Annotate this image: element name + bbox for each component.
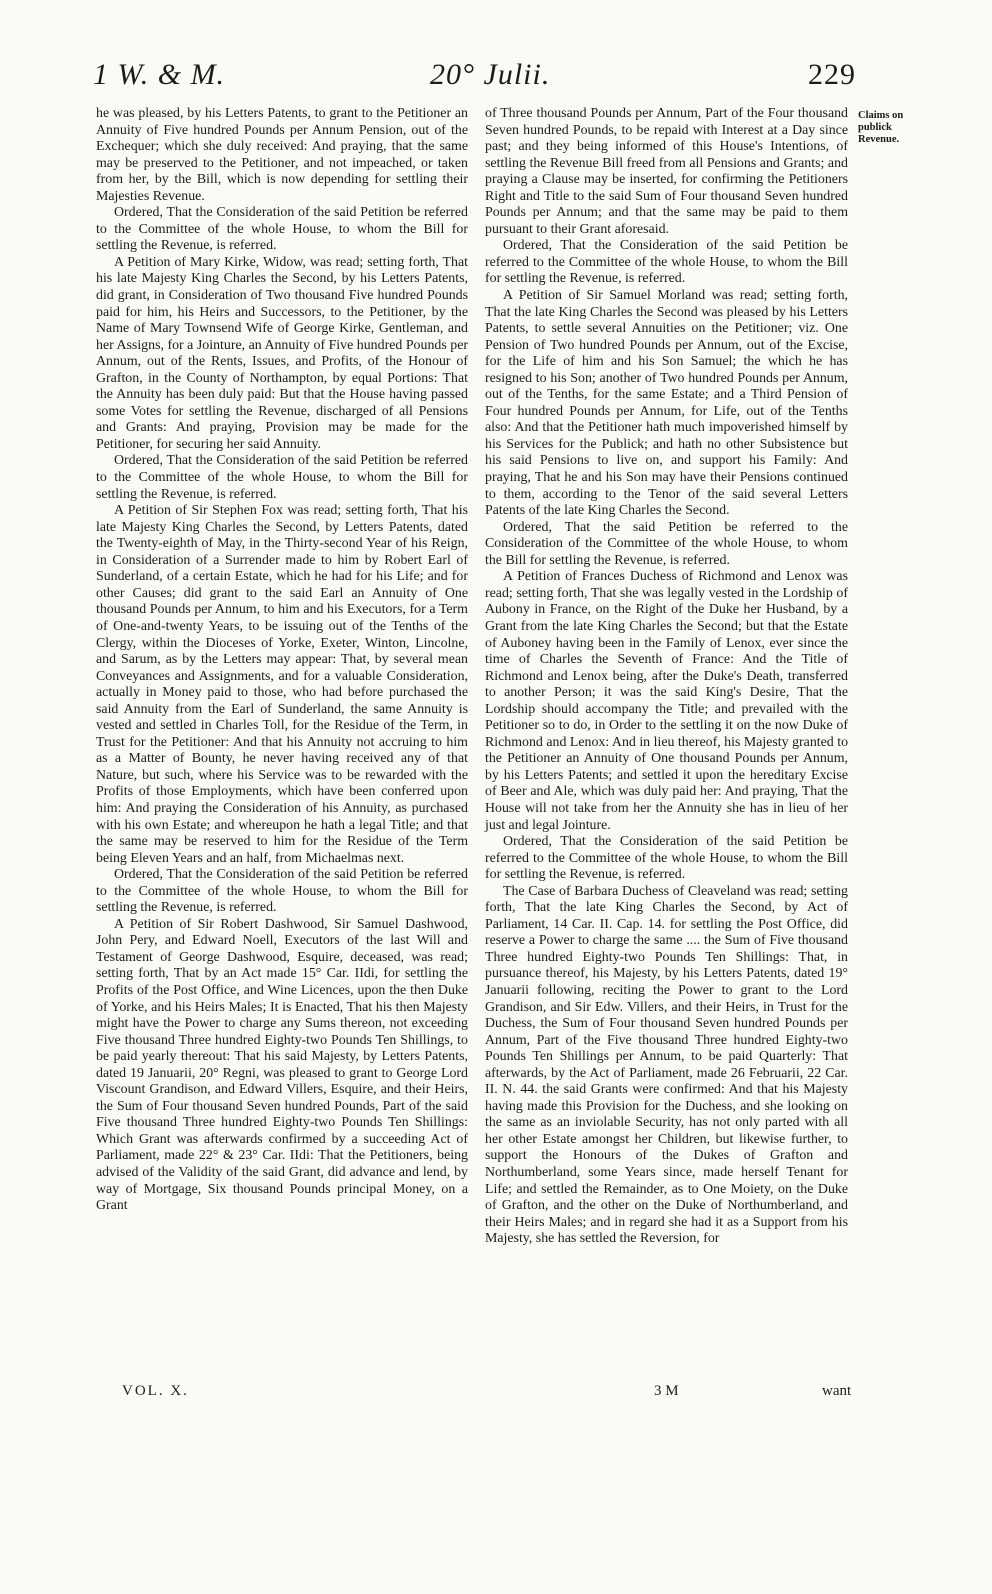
- paragraph: A Petition of Sir Samuel Morland was read; setting forth, That the late King Charles the Second was pleased by his Letters Patents, to settle several Annuities on the Petitioner; viz. One Pension of Two hundred Pounds per Annum, out of the Excise, for the Life of him and his Son Samuel; the which he has resigned to his Son; another of Two hundred Pounds per Annum, out of the Tenths, for the same Estate; and a Third Pension of Four hundred Pounds per Annum, for Life, out of the Tenths also: And that the Petitioner hath much impoverished himself by his Services for the Publick; and hath no other Subsistence but his said Pensions to live on, and support his Family: And praying, That he and his Son may have their Pensions continued to them, according to the Tenor of the said several Letters Patents of the late King Charles the Second.: [485, 288, 848, 519]
- paragraph: The Case of Barbara Duchess of Cleaveland was read; setting forth, That the late King Charles the Second, by Act of Parliament, 14 Car. II. Cap. 14. for settling the Post Office, did reserve a Power to charge the same .... the Sum of Five thousand Three hundred Eighty-two Pounds Ten Shillings: That, in pursuance thereof, his Majesty, by his Letters Patents, dated 19° Januarii following, reciting the Power to grant to the Lord Grandison, and Sir Edw. Villers, and their Heirs, in Trust for the Duchess, the Sum of Four thousand Seven hundred Pounds per Annum, Part of the Five thousand Three hundred Eighty-two Pounds Ten Shillings per Annum, to be paid Quarterly: That afterwards, by the Act of Parliament, made 26 Februarii, 22 Car. II. N. 44. the said Grants were confirmed: And that his Majesty having made this Provision for the Duchess, and she looking on the same as an inviolable Security, has not only parted with all her other Estate amongst her Children, but likewise further, to support the Honours of the Dukes of Grafton and Northumberland, some Years since, made herself Tenant for Life; and settled the Remainder, as to One Moiety, on the Duke of Grafton, and the other on the Duke of Northumberland, and their Heirs Males; and in regard she had it as a Support from his Majesty, she has settled the Reversion, for: [485, 883, 848, 1247]
- catchword: want: [822, 1383, 852, 1399]
- volume-label: VOL. X.: [122, 1383, 189, 1399]
- right-column: [485, 106, 848, 1248]
- paragraph: Ordered, That the Consideration of the said Petition be referred to the Committee of the whole House, to whom the Bill for settling the Revenue, is referred.: [485, 834, 848, 883]
- paragraph: Ordered, That the Consideration of the said Petition be referred to the Committee of the whole House, to whom the Bill for settling the Revenue, is referred.: [485, 238, 848, 287]
- paragraph: he was pleased, by his Letters Patents, to grant to the Petitioner an Annuity of Five hundred Pounds per Annum Pension, out of the Exchequer; which she duly received: And praying, that the same may be preserved to the Petitioner, and not impeached, or taken from her, by the Bill, which is now depending for settling their Majesties Revenue.: [96, 106, 468, 204]
- paragraph: Ordered, That the Consideration of the said Petition be referred to the Committee of the whole House, to whom the Bill for settling the Revenue, is referred.: [96, 205, 468, 254]
- ink-speck: ·: [503, 1497, 505, 1503]
- paragraph: Ordered, That the Consideration of the said Petition be referred to the Committee of the whole House, to whom the Bill for settling the Revenue, is referred.: [96, 453, 468, 502]
- paragraph: A Petition of Sir Stephen Fox was read; setting forth, That his late Majesty King Charles the Second, by Letters Patents, dated the Twenty-eighth of May, in the Thirty-second Year of his Reign, in Consideration of a Surrender made to him by Robert Earl of Sunderland, of a certain Estate, which he had for his Life; and for other Causes; did grant to the said Earl an Annuity of One thousand Pounds per Annum, to him and his Executors, for a Term of One-and-twenty Years, to be issuing out of the Tenths of the Clergy, within the Dioceses of Yorke, Exeter, Winton, Lincolne, and Sarum, as by the Letters may appear: That, by several mean Conveyances and Assignments, and for a valuable Consideration, actually in Money paid to those, who had before purchased the said Annuity from the Earl of Sunderland, the same Annuity is vested and settled in Charles Toll, for the Residue of the Term, in Trust for the Petitioner: And that his Annuity not accruing to him as a Matter of Bounty, he never having received any of that Nature, but such, where his Service was to be rewarded with the Profits of those Employments, which have been conferred upon him: And praying the Consideration of his Annuity, as purchased with his own Estate; and whereupon he hath a legal Title; and that the same may be reserved to him for the Residue of the Term being Eleven Years and an half, from Michaelmas next.: [96, 503, 468, 866]
- paragraph: A Petition of Sir Robert Dashwood, Sir Samuel Dashwood, John Pery, and Edward Noell, Executors of the last Will and Testament of George Dashwood, Esquire, deceased, was read; setting forth, That by an Act made 15° Car. IIdi, for settling the Profits of the Post Office, and Wine Licences, upon the then Duke of Yorke, and his Heirs Males; It is Enacted, That his then Majesty might have the Power to charge any Sums thereon, not exceeding Five thousand Three hundred Eighty-two Pounds Ten Shillings, to be paid yearly thereout: That his said Majesty, by Letters Patents, dated 19 Januarii, 20° Regni, was pleased to grant to George Lord Viscount Grandison, and Edward Villers, Esquire, and their Heirs, the Sum of Four thousand Seven hundred Pounds, Part of the said Five thousand Three hundred Eighty-two Pounds Ten Shillings: Which Grant was afterwards confirmed by a succeeding Act of Parliament, made 22° & 23° Car. IIdi: That the Petitioners, being advised of the Validity of the said Grant, did advance and lend, by way of Mortgage, Six thousand Pounds principal Money, on a Grant: [96, 916, 468, 1214]
- running-head-date: 20° Julii.: [430, 58, 551, 91]
- margin-note-line: publick: [858, 122, 892, 133]
- paragraph: A Petition of Mary Kirke, Widow, was read; setting forth, That his late Majesty King Charles the Second, by his Letters Patents, did grant, in Consideration of Two thousand Five hundred Pounds paid for him, his Heirs and Successors, to the Petitioner, by the Name of Mary Townsend Wife of George Kirke, Gentleman, and her Assigns, for a Jointure, an Annuity of Five hundred Pounds per Annum, out of the Rents, Issues, and Profits, of the Honour of Grafton, in the County of Northampton, by equal Portions: That the Annuity has been duly paid: But that the House having passed some Votes for settling the Revenue, discharged of all Pensions and Grants: And praying, Provision may be made for the Petitioner, for securing her said Annuity.: [96, 254, 468, 452]
- left-column: [96, 106, 468, 1215]
- margin-note-line: Revenue.: [858, 134, 900, 145]
- margin-note: [858, 110, 918, 146]
- paragraph: A Petition of Frances Duchess of Richmond and Lenox was read; setting forth, That she was legally vested in the Lordship of Aubony in France, on the Right of the Duke her Husband, by a Grant from the late King Charles the Second; but that the Estate of Auboney having been in the Family of Lenox, ever since the time of Charles the Seventh of France: And the Title of Richmond and Lenox being, after the Duke's Death, transferred to another Person; it was the said King's Desire, That the Lordship should accompany the Title; and prevailed with the Petitioner so to do, in Order to the settling it on the now Duke of Richmond and Lenox: And in lieu thereof, his Majesty granted to the Petitioner an Annuity of One thousand Pounds per Annum, by his Letters Patents; and settled it upon the hereditary Excise of Beer and Ale, which was duly paid her: And praying, That the House will not take from her the Annuity she has in lieu of her just and legal Jointure.: [485, 569, 849, 833]
- page-number: 229: [808, 58, 856, 91]
- paragraph: Ordered, That the Consideration of the said Petition be referred to the Committee of the whole House, to whom the Bill for settling the Revenue, is referred.: [96, 867, 468, 916]
- running-head-regnal-year: 1 W. & M.: [93, 58, 226, 91]
- paragraph: of Three thousand Pounds per Annum, Part of the Four thousand Seven hundred Pounds, to be repaid with Interest at a Day since past; and they being informed of this House's Intentions, of settling the Revenue Bill freed from all Pensions and Grants; and praying a Clause may be inserted, for confirming the Petitioners Right and Title to the said Sum of Four thousand Seven hundred Pounds per Annum; and that the same may be paid to them pursuant to their Grant aforesaid.: [485, 106, 848, 237]
- margin-note-line: Claims on: [858, 110, 904, 121]
- signature-mark: 3 M: [654, 1383, 679, 1399]
- paragraph: Ordered, That the said Petition be referred to the Consideration of the Committee of the whole House, to whom the Bill for settling the Revenue, is referred.: [485, 519, 848, 568]
